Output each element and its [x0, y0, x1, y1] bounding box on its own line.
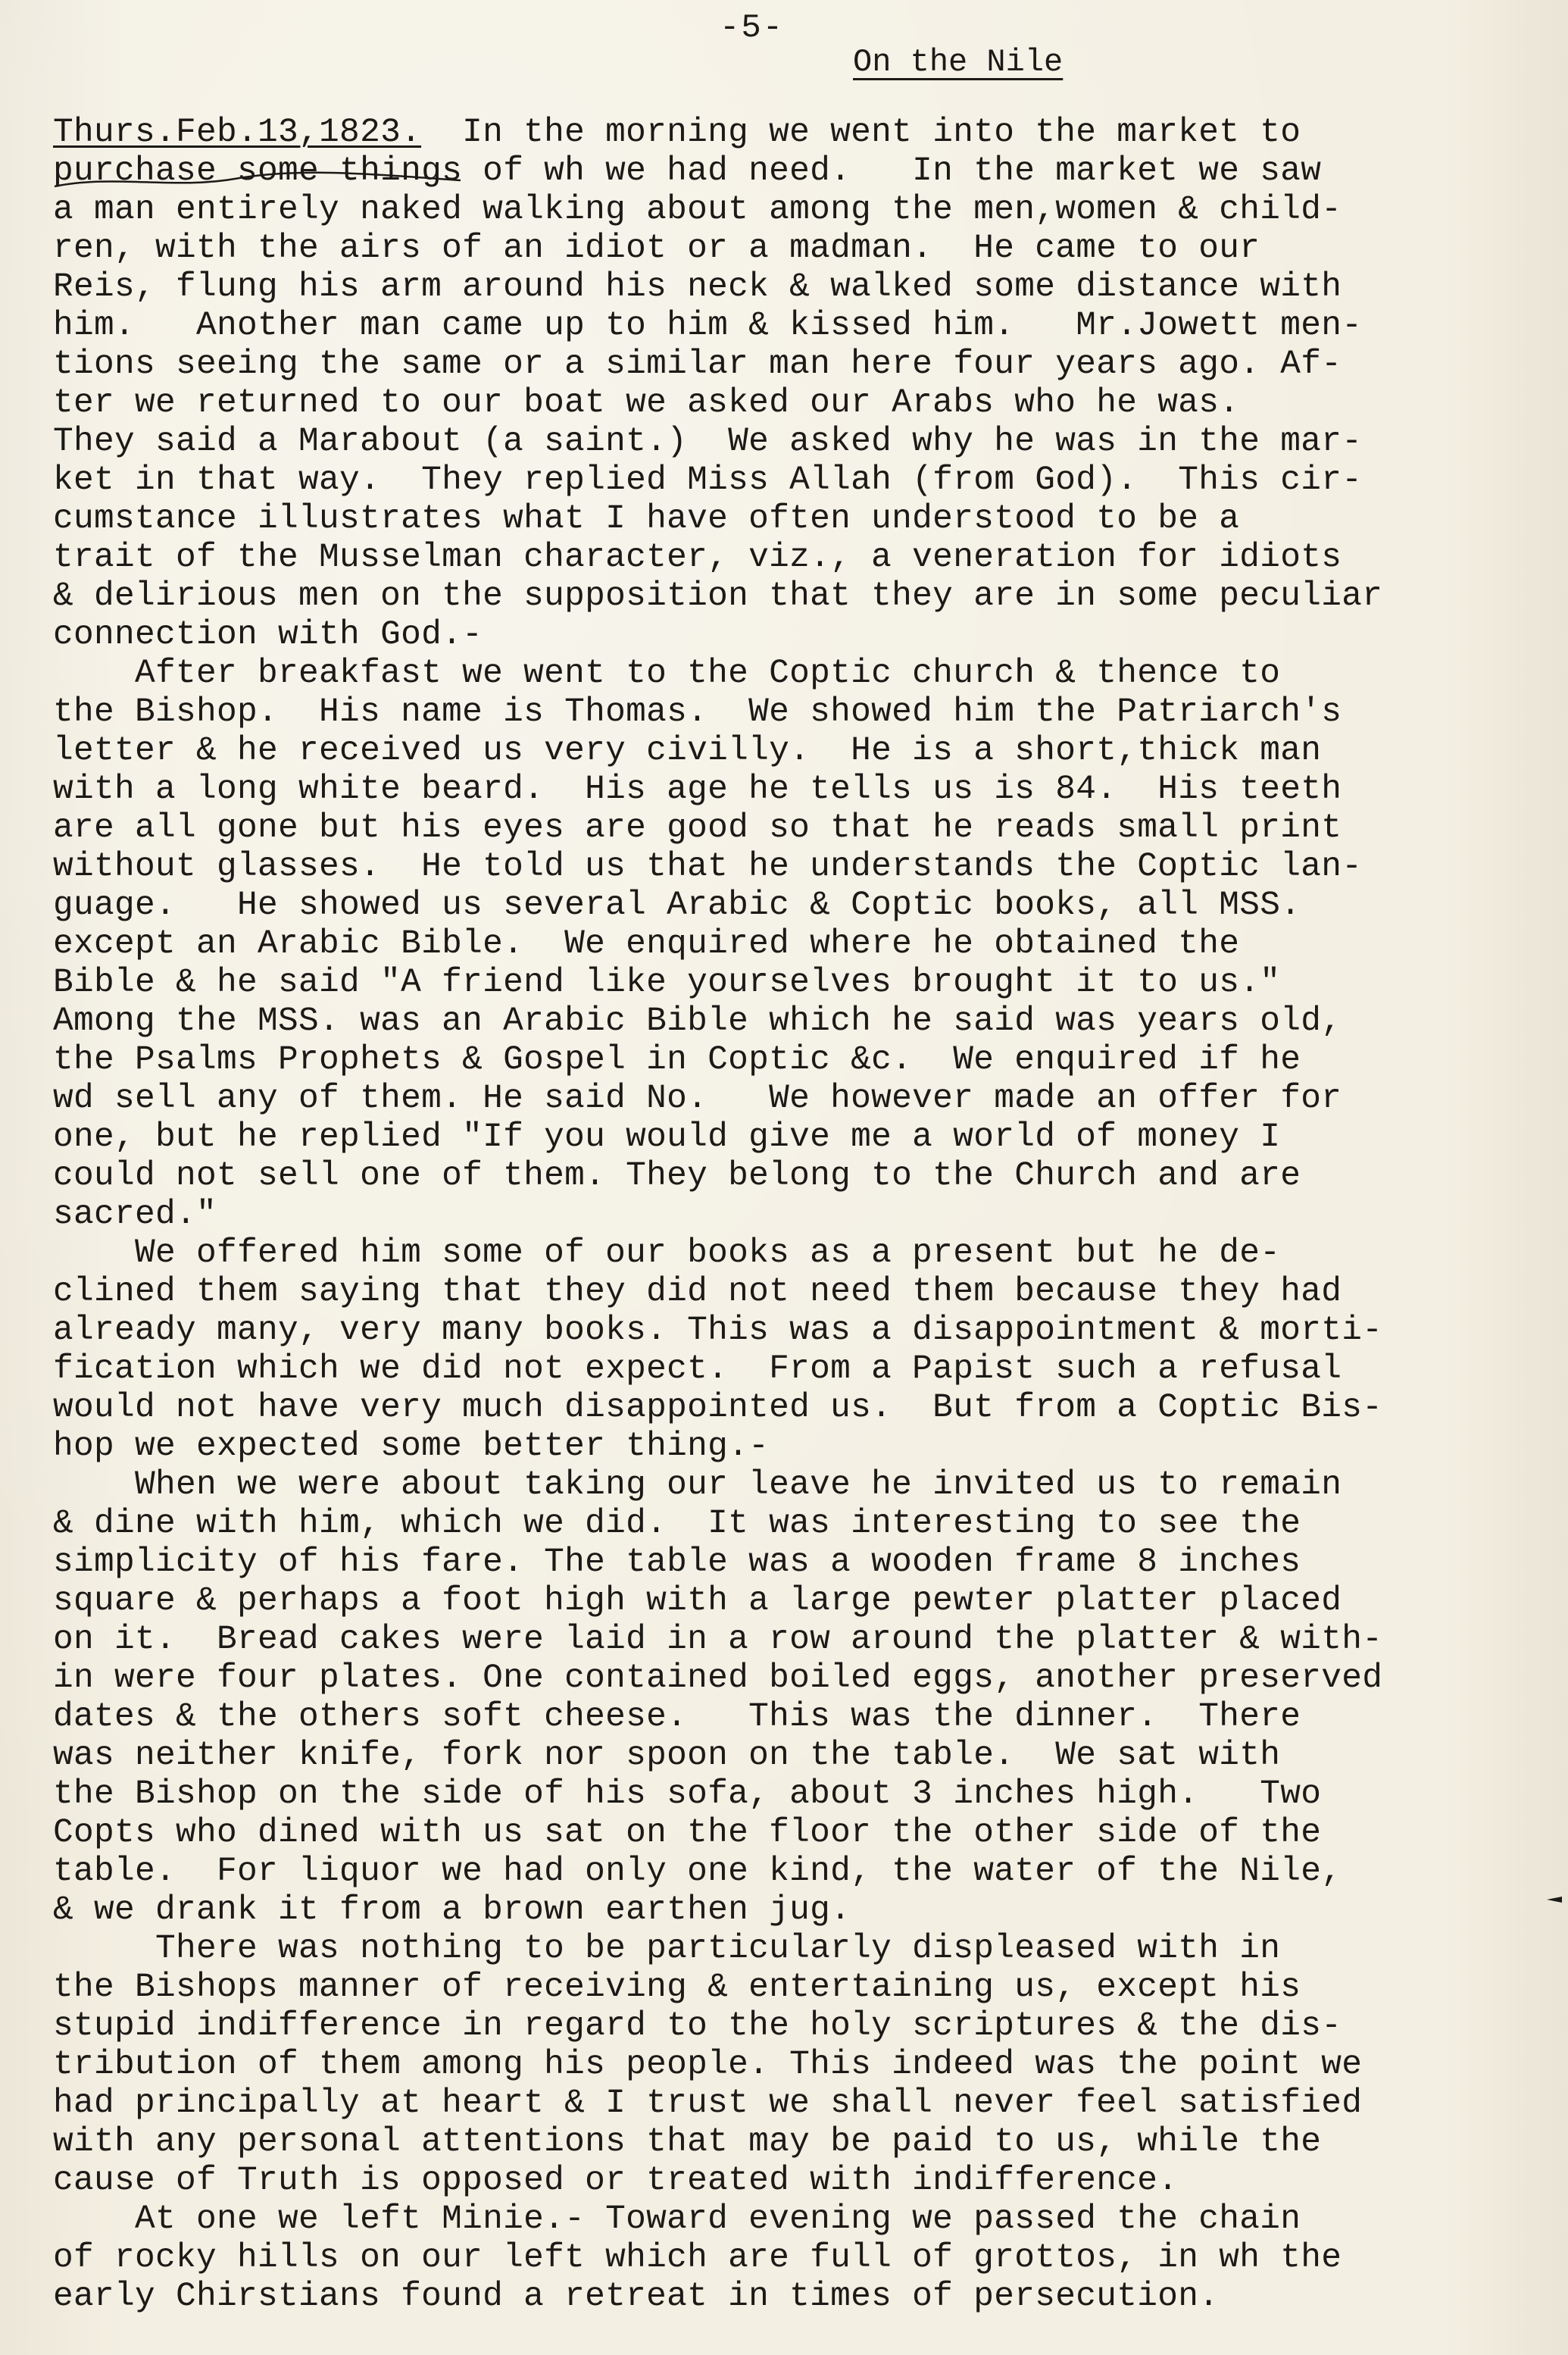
- text-line: Bible & he said "A friend like yourselves brought it to us.": [53, 964, 1281, 1002]
- text-line: sacred.": [53, 1196, 217, 1234]
- text-line-content: In the morning we went into the market to: [462, 114, 1301, 152]
- text-line: the Bishops manner of receiving & entertaining us, except his: [53, 1969, 1301, 2006]
- text-line: with any personal attentions that may be paid to us, while the: [53, 2123, 1322, 2161]
- text-line: guage. He showed us several Arabic & Coptic books, all MSS.: [53, 887, 1301, 924]
- text-line: & dine with him, which we did. It was interesting to see the: [53, 1505, 1301, 1543]
- text-line: early Chirstians found a retreat in times of persecution.: [53, 2278, 1220, 2316]
- text-line: could not sell one of them. They belong to the Church and are: [53, 1157, 1301, 1195]
- text-line: & delirious men on the supposition that they are in some peculiar: [53, 577, 1383, 615]
- text-line: trait of the Musselman character, viz., a veneration for idiots: [53, 539, 1342, 577]
- text-line: cause of Truth is opposed or treated with indifference.: [53, 2162, 1179, 2200]
- entry-date: Thurs.Feb.13,1823.: [53, 114, 422, 152]
- text-line: letter & he received us very civilly. He is a short,thick man: [53, 732, 1322, 770]
- text-line: When we were about taking our leave he invited us to remain: [53, 1466, 1342, 1504]
- text-line: a man entirely naked walking about among the men,women & child-: [53, 191, 1342, 229]
- text-line: without glasses. He told us that he understands the Coptic lan-: [53, 848, 1363, 886]
- body-text: [53, 114, 1545, 2316]
- text-line: the Bishop on the side of his sofa, about 3 inches high. Two: [53, 1775, 1322, 1813]
- text-line: connection with God.-: [53, 616, 483, 654]
- text-line: ren, with the airs of an idiot or a madman. He came to our: [53, 230, 1260, 267]
- text-line: tribution of them among his people. This indeed was the point we: [53, 2046, 1363, 2084]
- text-line: purchase some things of wh we had need. In the market we saw: [53, 152, 1322, 190]
- text-line: cumstance illustrates what I have often understood to be a: [53, 500, 1240, 538]
- text-line: After breakfast we went to the Coptic church & thence to: [53, 655, 1281, 693]
- text-line: are all gone but his eyes are good so that he reads small print: [53, 809, 1342, 847]
- text-line: wd sell any of them. He said No. We however made an offer for: [53, 1080, 1342, 1118]
- text-line: of rocky hills on our left which are full of grottos, in wh the: [53, 2239, 1342, 2277]
- text-line: Reis, flung his arm around his neck & walked some distance with: [53, 268, 1342, 306]
- text-line: already many, very many books. This was a disappointment & morti-: [53, 1312, 1383, 1350]
- text-line: on it. Bread cakes were laid in a row around the platter & with-: [53, 1621, 1383, 1659]
- text-line: with a long white beard. His age he tells us is 84. His teeth: [53, 771, 1342, 808]
- text-line: would not have very much disappointed us. But from a Coptic Bis-: [53, 1389, 1383, 1427]
- text-line: was neither knife, fork nor spoon on the table. We sat with: [53, 1737, 1281, 1775]
- text-line: the Psalms Prophets & Gospel in Coptic &c. We enquired if he: [53, 1041, 1301, 1079]
- text-line: At one we left Minie.- Toward evening we passed the chain: [53, 2200, 1301, 2238]
- text-line: ter we returned to our boat we asked our Arabs who he was.: [53, 384, 1240, 422]
- text-line: the Bishop. His name is Thomas. We showed him the Patriarch's: [53, 693, 1342, 731]
- text-line: hop we expected some better thing.-: [53, 1428, 770, 1465]
- text-line: We offered him some of our books as a present but he de-: [53, 1234, 1281, 1272]
- page-title: On the Nile: [853, 44, 1064, 80]
- text-line: one, but he replied "If you would give me a world of money I: [53, 1118, 1281, 1156]
- text-line: him. Another man came up to him & kissed him. Mr.Jowett men-: [53, 307, 1363, 345]
- text-line: except an Arabic Bible. We enquired where he obtained the: [53, 925, 1240, 963]
- text-line: clined them saying that they did not need them because they had: [53, 1273, 1342, 1311]
- margin-tick-mark: [1545, 1894, 1563, 1905]
- text-line: There was nothing to be particularly displeased with in: [53, 1930, 1281, 1968]
- text-line: Among the MSS. was an Arabic Bible which he said was years old,: [53, 1002, 1342, 1040]
- text-line: fication which we did not expect. From a Papist such a refusal: [53, 1350, 1342, 1388]
- text-line: stupid indifference in regard to the holy scriptures & the dis-: [53, 2007, 1342, 2045]
- text-line: dates & the others soft cheese. This was the dinner. There: [53, 1698, 1301, 1736]
- text-line: had principally at heart & I trust we shall never feel satisfied: [53, 2084, 1363, 2122]
- text-line: Copts who dined with us sat on the floor the other side of the: [53, 1814, 1322, 1852]
- text-line: & we drank it from a brown earthen jug.: [53, 1891, 851, 1929]
- text-line: They said a Marabout (a saint.) We asked why he was in the mar-: [53, 423, 1363, 461]
- text-line: simplicity of his fare. The table was a wooden frame 8 inches: [53, 1543, 1301, 1581]
- text-line: square & perhaps a foot high with a large pewter platter placed: [53, 1582, 1342, 1620]
- text-line: tions seeing the same or a similar man here four years ago. Af-: [53, 346, 1342, 383]
- text-line: ket in that way. They replied Miss Allah (from God). This cir-: [53, 461, 1363, 499]
- text-line: in were four plates. One contained boiled eggs, another preserved: [53, 1659, 1383, 1697]
- text-line: [53, 114, 1545, 152]
- page-number: -5-: [720, 9, 785, 47]
- text-line: table. For liquor we had only one kind, the water of the Nile,: [53, 1853, 1342, 1891]
